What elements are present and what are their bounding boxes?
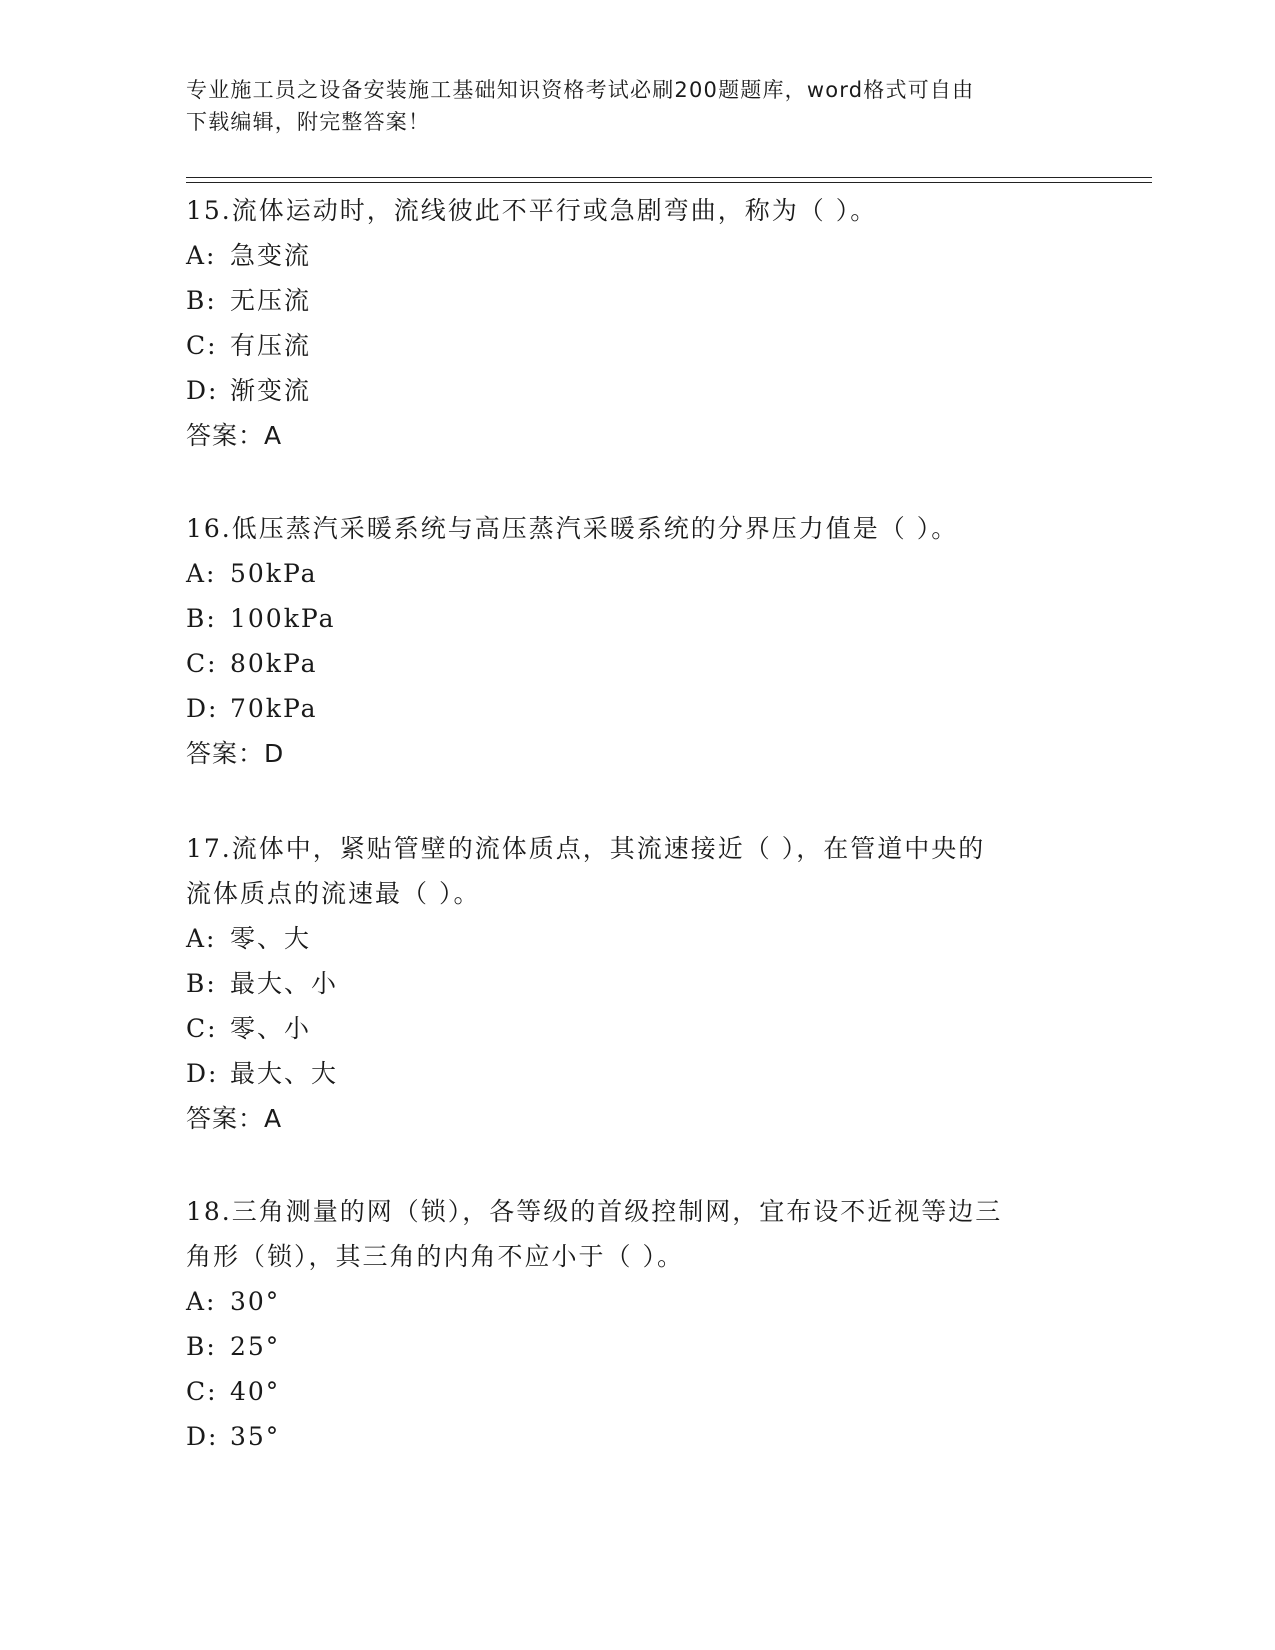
question-18 bbox=[186, 1189, 1086, 1459]
option-key: D: bbox=[186, 376, 219, 405]
question-16 bbox=[186, 506, 1086, 776]
option-key: D: bbox=[186, 1059, 219, 1088]
option-text: 25° bbox=[230, 1332, 281, 1361]
option-key: C: bbox=[186, 649, 218, 678]
question-text-line-2: 角形（锁），其三角的内角不应小于（ ）。 bbox=[186, 1242, 684, 1271]
option-a bbox=[186, 551, 1086, 596]
option-text: 最大、小 bbox=[230, 969, 339, 998]
option-text: 渐变流 bbox=[230, 376, 312, 405]
option-d bbox=[186, 368, 1086, 413]
option-text: 80kPa bbox=[230, 649, 318, 678]
option-key: C: bbox=[186, 1014, 218, 1043]
option-key: D: bbox=[186, 694, 219, 723]
option-text: 有压流 bbox=[230, 331, 312, 360]
option-d bbox=[186, 686, 1086, 731]
question-15 bbox=[186, 188, 1086, 458]
option-text: 零、大 bbox=[230, 924, 312, 953]
question-text: 15.流体运动时，流线彼此不平行或急剧弯曲，称为（ ）。 bbox=[186, 196, 878, 225]
option-key: B: bbox=[186, 286, 217, 315]
header-line-2: 下载编辑，附完整答案！ bbox=[186, 110, 431, 134]
option-key: A: bbox=[186, 1287, 217, 1316]
option-text: 100kPa bbox=[230, 604, 336, 633]
option-text: 最大、大 bbox=[230, 1059, 339, 1088]
option-key: B: bbox=[186, 969, 217, 998]
answer-label: 答案：A bbox=[186, 421, 283, 450]
option-text: 50kPa bbox=[230, 559, 318, 588]
header-divider-top bbox=[186, 177, 1152, 178]
option-key: B: bbox=[186, 604, 217, 633]
question-text: 16.低压蒸汽采暖系统与高压蒸汽采暖系统的分界压力值是（ ）。 bbox=[186, 514, 959, 543]
option-text: 急变流 bbox=[230, 241, 312, 270]
option-text: 35° bbox=[230, 1422, 281, 1451]
option-text: 30° bbox=[230, 1287, 281, 1316]
option-key: A: bbox=[186, 924, 217, 953]
question-text-line-2: 流体质点的流速最（ ）。 bbox=[186, 879, 481, 908]
option-key: C: bbox=[186, 1377, 218, 1406]
question-17 bbox=[186, 826, 1086, 1141]
option-text: 无压流 bbox=[230, 286, 312, 315]
option-key: B: bbox=[186, 1332, 217, 1361]
option-text: 零、小 bbox=[230, 1014, 312, 1043]
option-key: A: bbox=[186, 559, 217, 588]
option-d bbox=[186, 1414, 1086, 1459]
option-c bbox=[186, 1369, 1086, 1414]
answer-label: 答案：A bbox=[186, 1104, 283, 1133]
option-key: D: bbox=[186, 1422, 219, 1451]
header-divider-bottom bbox=[186, 182, 1152, 183]
question-text-line-1: 18.三角测量的网（锁），各等级的首级控制网，宜布设不近视等边三 bbox=[186, 1197, 1003, 1226]
option-d bbox=[186, 1051, 1086, 1096]
option-a bbox=[186, 1279, 1086, 1324]
document-header bbox=[186, 74, 1066, 138]
option-c bbox=[186, 323, 1086, 368]
option-a bbox=[186, 916, 1086, 961]
option-b bbox=[186, 961, 1086, 1006]
option-key: C: bbox=[186, 331, 218, 360]
header-line-1: 专业施工员之设备安装施工基础知识资格考试必刷200题题库，word格式可自由 bbox=[186, 78, 975, 102]
option-c bbox=[186, 641, 1086, 686]
option-b bbox=[186, 596, 1086, 641]
option-a bbox=[186, 233, 1086, 278]
answer-label: 答案：D bbox=[186, 739, 285, 768]
option-text: 70kPa bbox=[230, 694, 318, 723]
question-text-line-1: 17.流体中，紧贴管壁的流体质点，其流速接近（ ），在管道中央的 bbox=[186, 834, 986, 863]
option-text: 40° bbox=[230, 1377, 281, 1406]
option-b bbox=[186, 278, 1086, 323]
option-b bbox=[186, 1324, 1086, 1369]
option-key: A: bbox=[186, 241, 217, 270]
option-c bbox=[186, 1006, 1086, 1051]
